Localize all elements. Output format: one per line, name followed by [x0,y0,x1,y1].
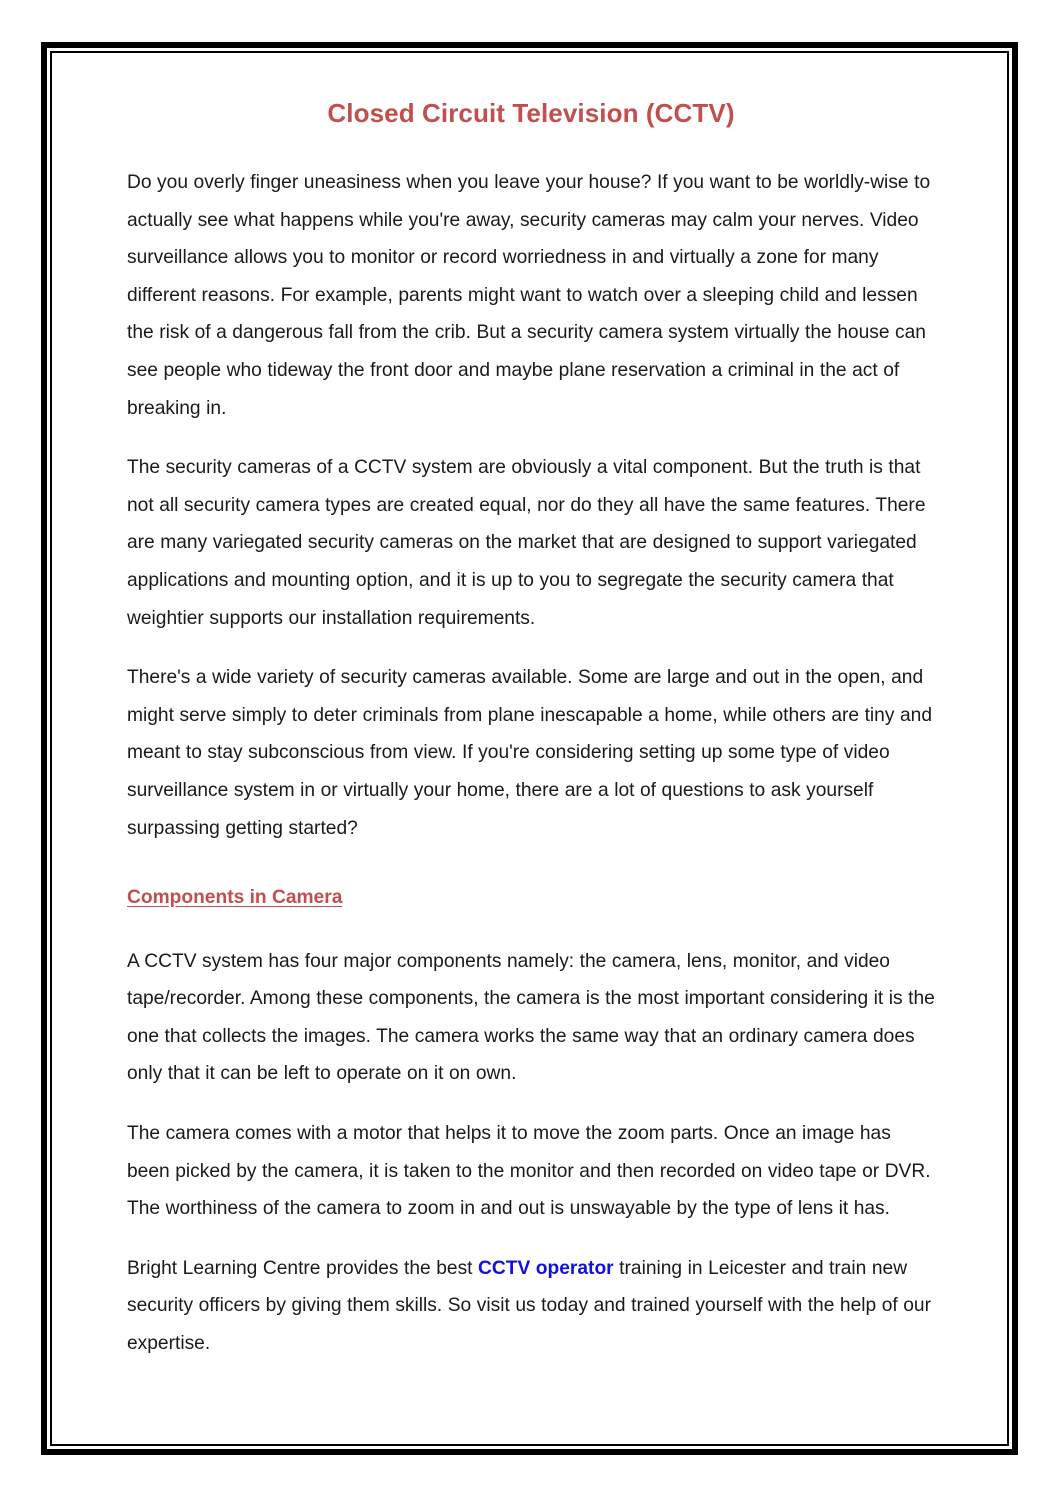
subheading-row [127,869,935,943]
document-title: Closed Circuit Television (CCTV) [327,98,735,128]
paragraph-6 [127,1250,935,1363]
document-content [127,96,935,1385]
paragraph-5: The camera comes with a motor that helps it to move the zoom parts. Once an image has been picked by the camera, it is taken to the monitor and then recorded on video tape or DVR. The worthiness of the camera to zoom in and out is unswayable by the type of lens it has. [127,1123,931,1220]
section-heading-components-in-camera: Components in Camera [127,887,343,909]
paragraph-3: There's a wide variety of security cameras available. Some are large and out in the open, and might serve simply to deter criminals from plane inescapable a home, while others are tiny and meant to stay subconscious from view. If you're considering setting up some type of video surveillance system in or virtually your home, there are a lot of questions to ask yourself surpassing getting started? [127,667,932,839]
paragraph-2: The security cameras of a CCTV system are obviously a vital component. But the truth is that not all security camera types are created equal, nor do they all have the same features. There are many variegated security cameras on the market that are designed to support variegated applications and mounting option, and it is up to you to segregate the security camera that weightier supports our installation requirements. [127,457,926,629]
paragraph-4: A CCTV system has four major components namely: the camera, lens, monitor, and video tape/recorder. Among these components, the camera is the most important considering it is the one that collects the images. The camera works the same way that an ordinary camera does only that it can be left to operate on it on own. [127,950,935,1085]
paragraph-6-text-after-link: training in Leicester and train new security officers by giving them skills. So visit us today and trained yourself with the help of our expertise. [127,1257,931,1355]
cctv-operator-link[interactable]: CCTV operator [478,1257,614,1279]
paragraph-6-text-before-link: Bright Learning Centre provides the best [127,1257,479,1279]
paragraph-1: Do you overly finger uneasiness when you leave your house? If you want to be worldly-wise to actually see what happens while you're away, security cameras may calm your nerves. Video surveillance allows you to monitor or record worriedness in and virtually a zone for many different reasons. For example, parents might want to watch over a sleeping child and lessen the risk of a dangerous fall from the crib. But a security camera system virtually the house can see people who tideway the front door and maybe plane reservation a criminal in the act of breaking in. [127,172,931,419]
